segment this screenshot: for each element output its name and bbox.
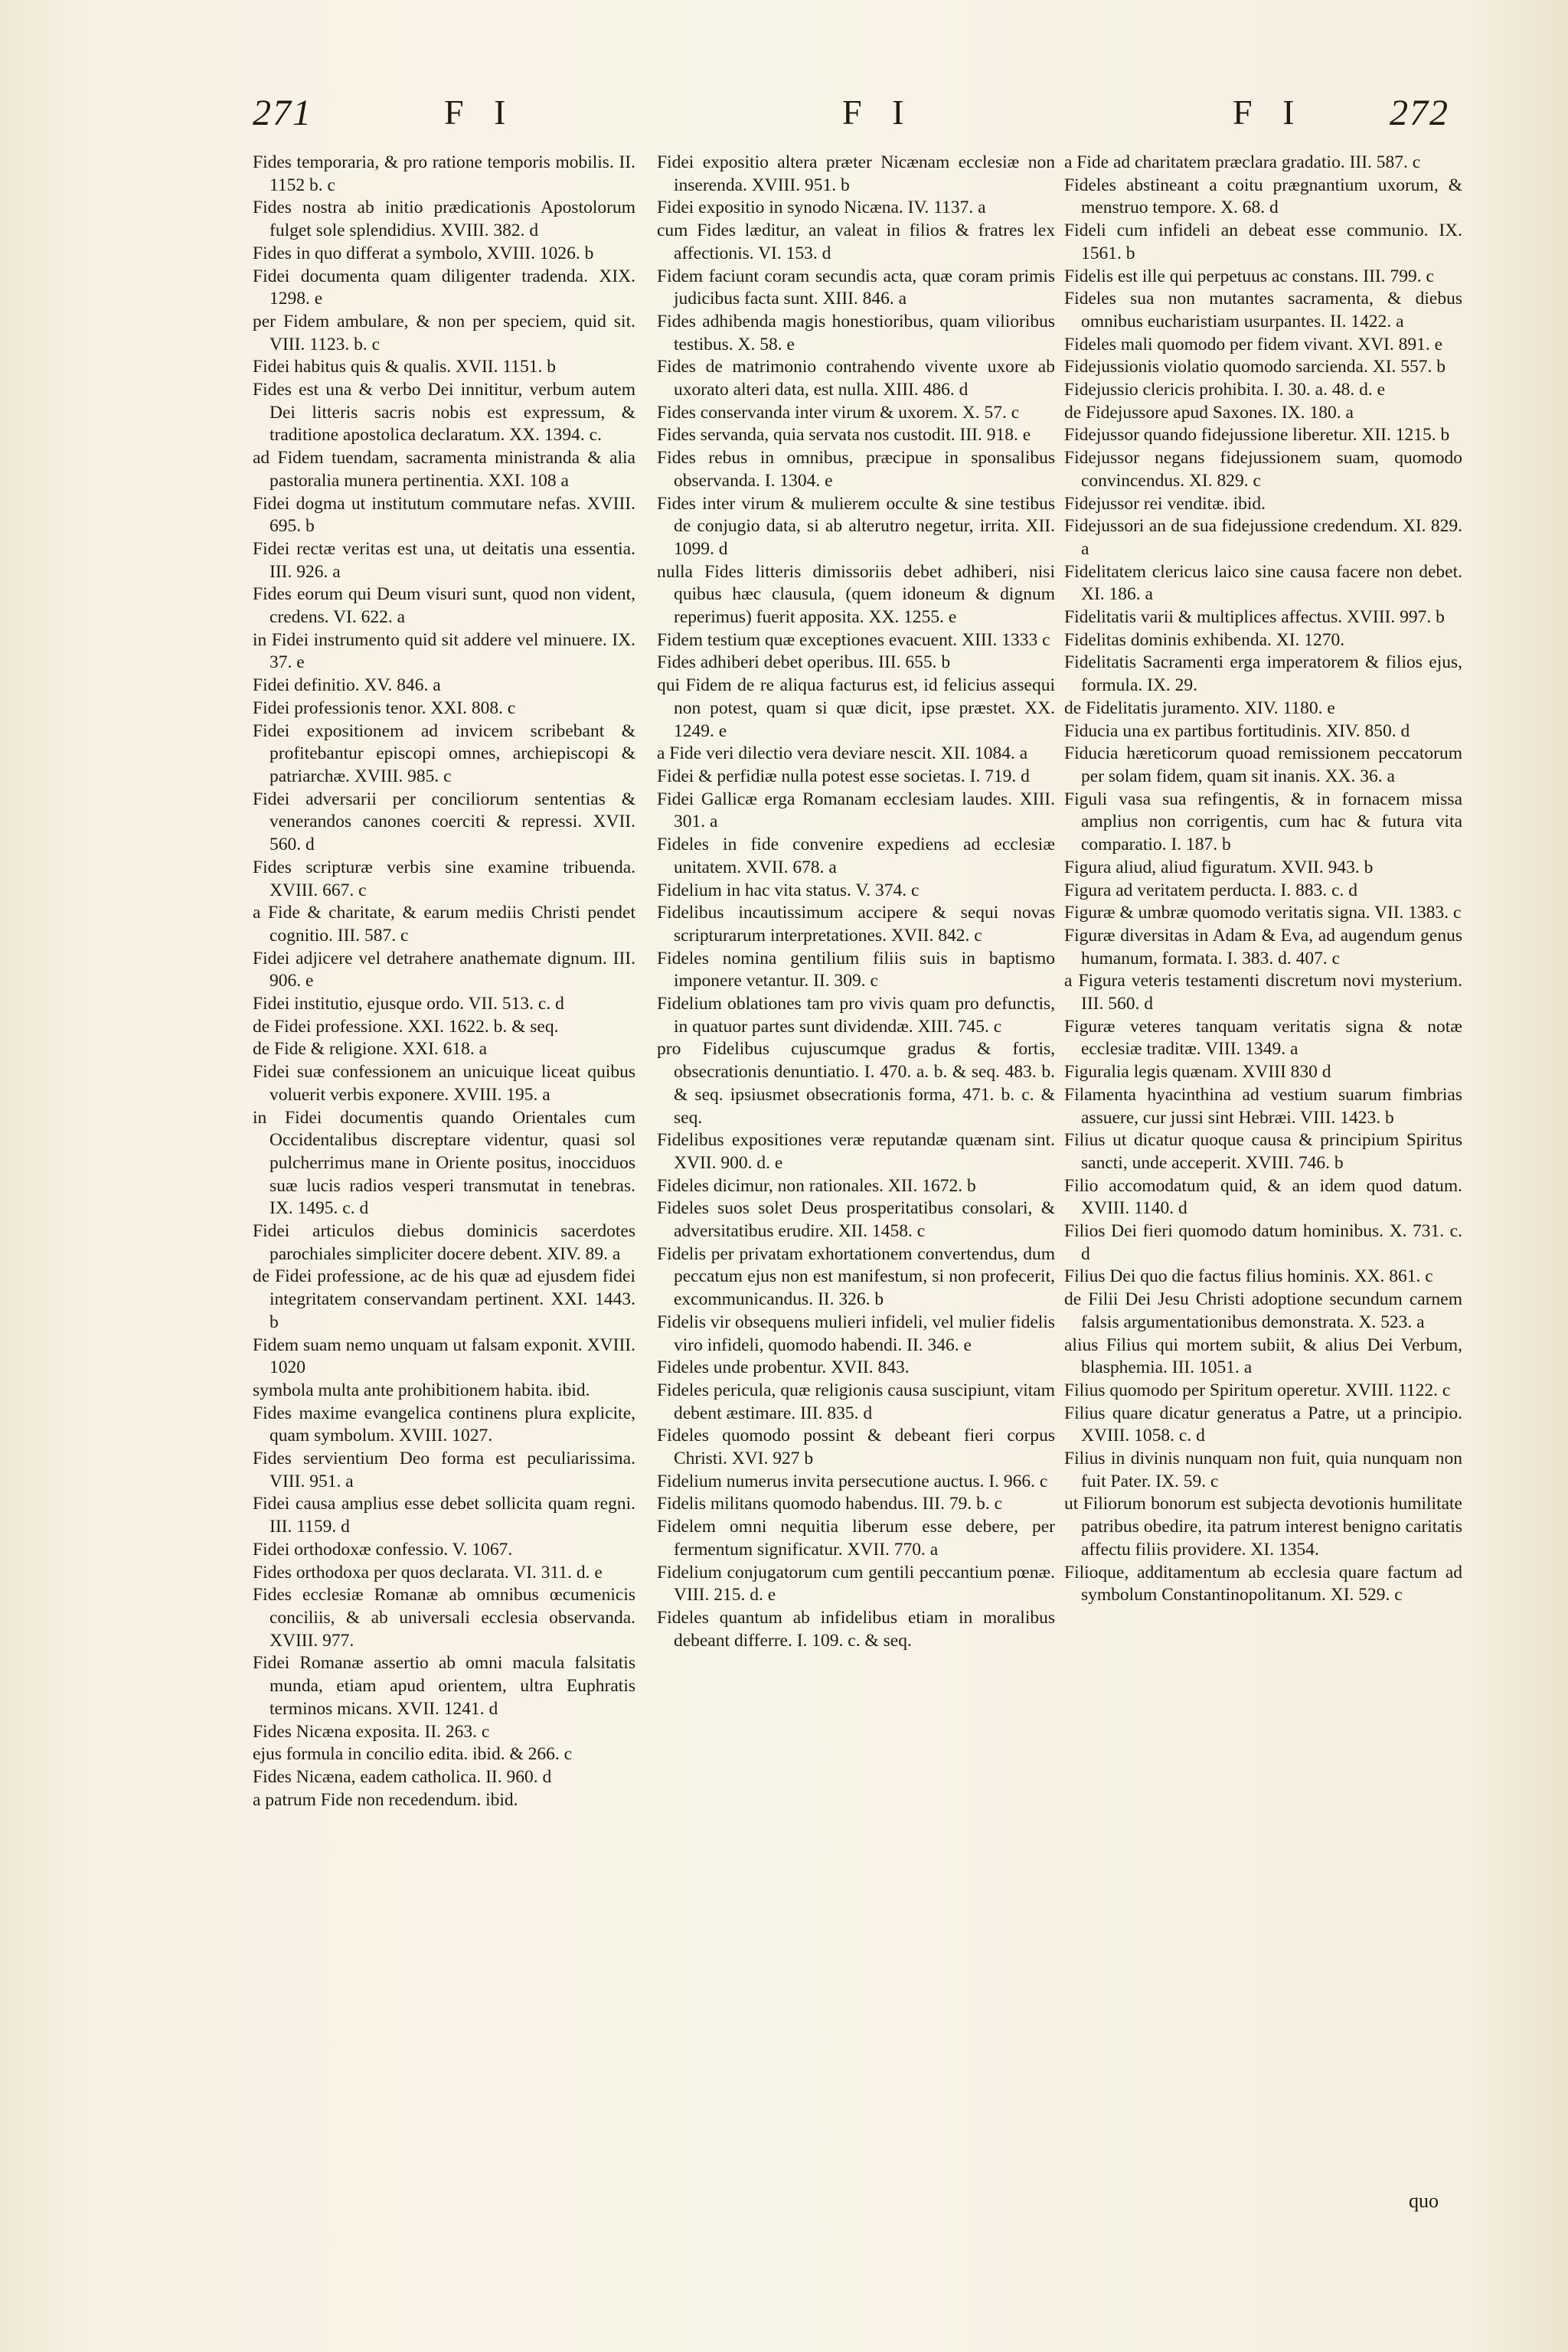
index-entry: Fidelitatem clericus laico sine causa facere non debet. XI. 186. a xyxy=(1064,561,1462,605)
index-entry: Fideles suos solet Deus prosperitatibus consolari, & adversitatibus erudire. XII. 1458. c xyxy=(657,1198,1055,1242)
index-entry: Fides orthodoxa per quos declarata. VI. 311. d. e xyxy=(253,1562,603,1583)
index-entry: Fides est una & verbo Dei innititur, verbum autem Dei litteris sacris nobis est expressum, & traditione apostolica declaratum. XX. 1394. c. xyxy=(253,380,635,446)
index-entry: Fides temporaria, & pro ratione temporis mobilis. II. 1152 b. c xyxy=(253,152,635,195)
index-entry: Figuræ diversitas in Adam & Eva, ad augendum genus humanum, formata. I. 383. d. 407. c xyxy=(1064,925,1462,969)
index-entry: Fides ecclesiæ Romanæ ab omnibus œcumenicis conciliis, & ab universali ecclesia observanda. XVIII. 977. xyxy=(253,1585,635,1651)
index-entry: Fides Nicæna, eadem catholica. II. 960. d xyxy=(253,1766,552,1787)
index-entry: a patrum Fide non recedendum. ibid. xyxy=(253,1789,518,1810)
index-entry: Fides eorum qui Deum visuri sunt, quod non vident, credens. VI. 622. a xyxy=(253,584,635,628)
index-entry: de Fidei professione. XXI. 1622. b. & seq. xyxy=(253,1016,559,1037)
index-entry: in Fidei instrumento quid sit addere vel minuere. IX. 37. e xyxy=(253,629,635,673)
index-entry: Fidelis vir obsequens mulieri infideli, vel mulier fidelis viro infideli, quomodo habendi. II. 346. e xyxy=(657,1312,1055,1355)
running-head-middle: F I xyxy=(842,93,915,132)
index-entry: Fidei institutio, ejusque ordo. VII. 513. c. d xyxy=(253,994,564,1014)
index-entry: qui Fidem de re aliqua facturus est, id felicius assequi non potest, quam si quæ dicit, ipse præstet. XX. 1249. e xyxy=(657,675,1055,741)
index-entry: Fidei documenta quam diligenter tradenda. XIX. 1298. e xyxy=(253,266,635,309)
running-header xyxy=(253,92,1516,145)
index-entry: Fidelium in hac vita status. V. 374. c xyxy=(657,880,920,900)
index-entry: cum Fides læditur, an valeat in filios & fratres lex affectionis. VI. 153. d xyxy=(657,220,1055,263)
index-entry: Fides adhiberi debet operibus. III. 655. b xyxy=(657,652,951,673)
index-entry: Filius in divinis nunquam non fuit, quia nunquam non fuit Pater. IX. 59. c xyxy=(1064,1449,1462,1491)
index-entry: nulla Fides litteris dimissoriis debet adhiberi, nisi quibus hæc clausula, (quem idoneum & dignum reperimus) fuerit apposita. XX. 1255. e xyxy=(657,561,1055,628)
index-entry: Figuræ & umbræ quomodo veritatis signa. VII. 1383. c xyxy=(1064,903,1462,923)
index-entry: Fidem suam nemo unquam ut falsam exponit. XVIII. 1020 xyxy=(253,1334,635,1378)
index-column-2 xyxy=(657,152,1055,1652)
page-number-right: 272 xyxy=(1390,93,1449,133)
index-entry: a Fide veri dilectio vera deviare nescit. XII. 1084. a xyxy=(657,743,1028,764)
index-entry: Fidejussor rei venditæ. ibid. xyxy=(1064,493,1266,514)
index-entry: Filios Dei fieri quomodo datum hominibus. X. 731. c. d xyxy=(1064,1221,1462,1264)
index-entry: a Figura veteris testamenti discretum novi mysterium. III. 560. d xyxy=(1064,971,1462,1014)
index-entry: Fidem faciunt coram secundis acta, quæ coram primis judicibus facta sunt. XIII. 846. a xyxy=(657,266,1055,309)
index-entry: ejus formula in concilio edita. ibid. & 266. c xyxy=(253,1744,573,1765)
index-entry: Fidei definitio. XV. 846. a xyxy=(253,675,441,696)
index-entry: Fidei suæ confessionem an unicuique liceat quibus voluerit verbis exponere. XVIII. 195. a xyxy=(253,1062,635,1105)
index-entry: Fides nostra ab initio prædicationis Apostolorum fulget sole splendidius. XVIII. 382. d xyxy=(253,198,635,241)
index-entry: ad Fidem tuendam, sacramenta ministranda & alia pastoralia munera pertinentia. XXI. 108 a xyxy=(253,448,635,491)
index-entry: Fidejussor negans fidejussionem suam, quomodo convincendus. XI. 829. c xyxy=(1064,448,1462,491)
index-entry: Fideles quantum ab infidelibus etiam in moralibus debeant differre. I. 109. c. & seq. xyxy=(657,1608,1055,1651)
index-entry: Filioque, additamentum ab ecclesia quare factum ad symbolum Constantinopolitanum. XI. 529. c xyxy=(1064,1562,1462,1606)
index-entry: Fidem testium quæ exceptiones evacuent. XIII. 1333 c xyxy=(657,629,1050,650)
index-entry: Fidelibus incautissimum accipere & sequi novas scripturarum interpretationes. XVII. 842. c xyxy=(657,903,1055,946)
index-entry: de Fide & religione. XXI. 618. a xyxy=(253,1039,488,1060)
index-entry: Fidei & perfidiæ nulla potest esse societas. I. 719. d xyxy=(657,766,1030,786)
index-entry: Fidelem omni nequitia liberum esse debere, per fermentum significatur. XVII. 770. a xyxy=(657,1517,1055,1560)
index-entry: Fideles pericula, quæ religionis causa suscipiunt, vitam debent æstimare. III. 835. d xyxy=(657,1380,1055,1423)
index-entry: a Fide ad charitatem præclara gradatio. III. 587. c xyxy=(1064,152,1421,172)
index-entry: a Fide & charitate, & earum mediis Christi pendet cognitio. III. 587. c xyxy=(253,903,635,946)
index-entry: Fidejussor quando fidejussione liberetur. XII. 1215. b xyxy=(1064,425,1450,446)
index-entry: de Fidejussore apud Saxones. IX. 180. a xyxy=(1064,402,1354,423)
index-column-1 xyxy=(253,152,635,1811)
index-entry: Fides scripturæ verbis sine examine tribuenda. XVIII. 667. c xyxy=(253,857,635,900)
index-entry: in Fidei documentis quando Orientales cum Occidentalibus discreptare videntur, quasi sol pulcherrimus mane in Oriente positus, inocciduos suæ lucis radios vesperi transmutat in tenebras. IX. 1495. c. d xyxy=(253,1107,635,1219)
index-entry: Fides servientium Deo forma est peculiarissima. VIII. 951. a xyxy=(253,1449,635,1491)
index-entry: Figuli vasa sua refingentis, & in fornacem missa amplius non corrigentis, cum hac & futura vita comparatio. I. 187. b xyxy=(1064,789,1462,855)
index-entry: Filius quomodo per Spiritum operetur. XVIII. 1122. c xyxy=(1064,1380,1451,1400)
index-entry: Filio accomodatum quid, & an idem quod datum. XVIII. 1140. d xyxy=(1064,1175,1462,1219)
index-entry: Fidelium conjugatorum cum gentili peccantium pœnæ. VIII. 215. d. e xyxy=(657,1562,1055,1606)
index-entry: Figura ad veritatem perducta. I. 883. c. d xyxy=(1064,880,1358,900)
index-entry: Fidei dogma ut institutum commutare nefas. XVIII. 695. b xyxy=(253,493,635,537)
index-entry: Fidei expositio altera præter Nicænam ecclesiæ non inserenda. XVIII. 951. b xyxy=(657,152,1055,195)
index-entry: Fideles in fide convenire expediens ad ecclesiæ unitatem. XVII. 678. a xyxy=(657,835,1055,877)
index-entry: Fidei adjicere vel detrahere anathemate dignum. III. 906. e xyxy=(253,948,635,991)
index-entry: Fidei causa amplius esse debet sollicita quam regni. III. 1159. d xyxy=(253,1494,635,1537)
index-entry: Filius quare dicatur generatus a Patre, ut a principio. XVIII. 1058. c. d xyxy=(1064,1403,1462,1446)
index-entry: Figura aliud, aliud figuratum. XVII. 943. b xyxy=(1064,857,1374,877)
catchword: quo xyxy=(1409,2190,1439,2212)
index-entry: de Fidei professione, ac de his quæ ad ejusdem fidei integritatem conservandam pertinent. XXI. 1443. b xyxy=(253,1266,635,1332)
index-entry: Filamenta hyacinthina ad vestium suarum fimbrias assuere, cur jussi sint Hebræi. VIII. 1423. b xyxy=(1064,1084,1462,1128)
index-entry: Filius Dei quo die factus filius hominis. XX. 861. c xyxy=(1064,1266,1433,1287)
index-entry: pro Fidelibus cujuscumque gradus & fortis, obsecrationis denuntiatio. I. 470. a. b. & seq. 483. b. & seq. ipsiusmet obsecrationis forma, 471. b. c. & seq. xyxy=(657,1039,1055,1128)
index-entry: Fidei expositionem ad invicem scribebant & profitebantur episcopi omnes, archiepiscopi & patriarchæ. XVIII. 985. c xyxy=(253,720,635,786)
index-entry: Fidelitatis Sacramenti erga imperatorem & filios ejus, formula. IX. 29. xyxy=(1064,652,1462,696)
index-entry: Fideles abstineant a coitu prægnantium uxorum, & menstruo tempore. X. 68. d xyxy=(1064,175,1462,218)
page-number-left: 271 xyxy=(253,93,312,133)
index-entry: Fides rebus in omnibus, præcipue in sponsalibus observanda. I. 1304. e xyxy=(657,448,1055,491)
index-entry: Fides maxime evangelica continens plura explicite, quam symbolum. XVIII. 1027. xyxy=(253,1403,635,1446)
index-entry: per Fidem ambulare, & non per speciem, quid sit. VIII. 1123. b. c xyxy=(253,311,635,354)
index-entry: de Filii Dei Jesu Christi adoptione secundum carnem falsis argumentationibus demonstrata. X. 523. a xyxy=(1064,1289,1462,1332)
index-entry: Fideles nomina gentilium filiis suis in baptismo imponere vetantur. II. 309. c xyxy=(657,948,1055,991)
index-entry: ut Filiorum bonorum est subjecta devotionis humilitate patribus obedire, ita patrum interest benigno caritatis affectu filiis providere. XI. 1354. xyxy=(1064,1494,1462,1560)
index-entry: Fidei articulos diebus dominicis sacerdotes parochiales simpliciter docere debent. XIV. 89. a xyxy=(253,1221,635,1264)
running-head-right: F I xyxy=(1233,93,1305,132)
index-entry: Fidelitas dominis exhibenda. XI. 1270. xyxy=(1064,629,1345,650)
index-entry: Fides de matrimonio contrahendo viventе uxore ab uxorato alteri data, est nulla. XIII. 486. d xyxy=(657,357,1055,400)
index-entry: Fiducia una ex partibus fortitudinis. XIV. 850. d xyxy=(1064,720,1410,741)
index-entry: alius Filius qui mortem subiit, & alius Dei Verbum, blasphemia. III. 1051. a xyxy=(1064,1334,1462,1378)
index-entry: Fides inter virum & mulierem occulte & sine testibus de conjugio data, si ab alterutro negetur, irrita. XII. 1099. d xyxy=(657,493,1055,559)
index-column-3 xyxy=(1064,152,1462,1607)
index-entry: Fidelibus expositiones veræ reputandæ quænam sint. XVII. 900. d. e xyxy=(657,1130,1055,1173)
index-entry: Fideles quomodo possint & debeant fieri corpus Christi. XVI. 927 b xyxy=(657,1426,1055,1469)
index-entry: Fidejussori an de sua fidejussione credendum. XI. 829. a xyxy=(1064,516,1462,559)
index-entry: Fidei professionis tenor. XXI. 808. c xyxy=(253,697,516,718)
index-entry: Figuralia legis quænam. XVIII 830 d xyxy=(1064,1062,1331,1083)
index-entry: Figuræ veteres tanquam veritatis signa & notæ ecclesiæ traditæ. VIII. 1349. a xyxy=(1064,1016,1462,1060)
index-entry: Fidei adversarii per conciliorum sententias & venerandos canones coerciti & repressi. XVII. 560. d xyxy=(253,789,635,855)
index-entry: Fidelis militans quomodo habendus. III. 79. b. c xyxy=(657,1494,1003,1514)
index-entry: Fides conservanda inter virum & uxorem. X. 57. c xyxy=(657,402,1020,423)
index-entry: Fideles mali quomodo per fidem vivant. XVI. 891. e xyxy=(1064,334,1443,354)
index-entry: Fides adhibenda magis honestioribus, quam vilioribus testibus. X. 58. e xyxy=(657,311,1055,354)
index-entry: Fidei Romanæ assertio ab omni macula falsitatis munda, etiam apud orientem, ultra Euphratis terminos micans. XVII. 1241. d xyxy=(253,1653,635,1719)
index-entry: Fidelis est ille qui perpetuus ac constans. III. 799. c xyxy=(1064,266,1434,286)
index-entry: Fidejussionis violatio quomodo sarcienda. XI. 557. b xyxy=(1064,357,1446,377)
index-entry: Fides Nicæna exposita. II. 263. c xyxy=(253,1721,490,1742)
index-entry: Fideles dicimur, non rationales. XII. 1672. b xyxy=(657,1175,976,1196)
index-entry: Fidei rectæ veritas est una, ut deitatis una essentia. III. 926. a xyxy=(253,538,635,582)
index-entry: Fidelis per privatam exhortationem convertendus, dum peccatum ejus non est manifestum, si non profecerit, excommunicandus. II. 326. b xyxy=(657,1243,1055,1310)
index-entry: Fideles sua non mutantes sacramenta, & diebus omnibus eucharistiam usurpantes. II. 1422. a xyxy=(1064,289,1462,332)
index-entry: Fides servanda, quia servata nos custodit. III. 918. e xyxy=(657,425,1031,446)
index-entry: Fidei Gallicæ erga Romanam ecclesiam laudes. XIII. 301. a xyxy=(657,789,1055,832)
index-entry: Fidei habitus quis & qualis. XVII. 1151. b xyxy=(253,357,557,377)
index-entry: de Fidelitatis juramento. XIV. 1180. e xyxy=(1064,697,1335,718)
index-entry: Fides in quo differat a symbolo, XVIII. 1026. b xyxy=(253,243,594,263)
index-entry: Fidelium numerus invita persecutione auctus. I. 966. c xyxy=(657,1471,1048,1491)
index-entry: Fideli cum infideli an debeat esse communio. IX. 1561. b xyxy=(1064,220,1462,263)
index-entry: Fidei orthodoxæ confessio. V. 1067. xyxy=(253,1539,513,1560)
running-head-left: F I xyxy=(444,93,517,132)
index-entry: Fideles unde probentur. XVII. 843. xyxy=(657,1357,910,1378)
index-entry: Fiducia hæreticorum quoad remissionem peccatorum per solam fidem, quam sit inanis. XX. 36. a xyxy=(1064,743,1462,786)
index-entry: symbola multa ante prohibitionem habita. ibid. xyxy=(253,1380,590,1400)
index-entry: Fidei expositio in synodo Nicæna. IV. 1137. a xyxy=(657,198,986,218)
index-entry: Fidelitatis varii & multiplices affectus. XVIII. 997. b xyxy=(1064,607,1445,628)
index-entry: Fidelium oblationes tam pro vivis quam pro defunctis, in quatuor partes sunt dividendæ. XIII. 745. c xyxy=(657,994,1055,1037)
index-entry: Filius ut dicatur quoque causa & principium Spiritus sancti, unde acceperit. XVIII. 746. b xyxy=(1064,1130,1462,1173)
index-entry: Fidejussio clericis prohibita. I. 30. a. 48. d. e xyxy=(1064,380,1386,400)
